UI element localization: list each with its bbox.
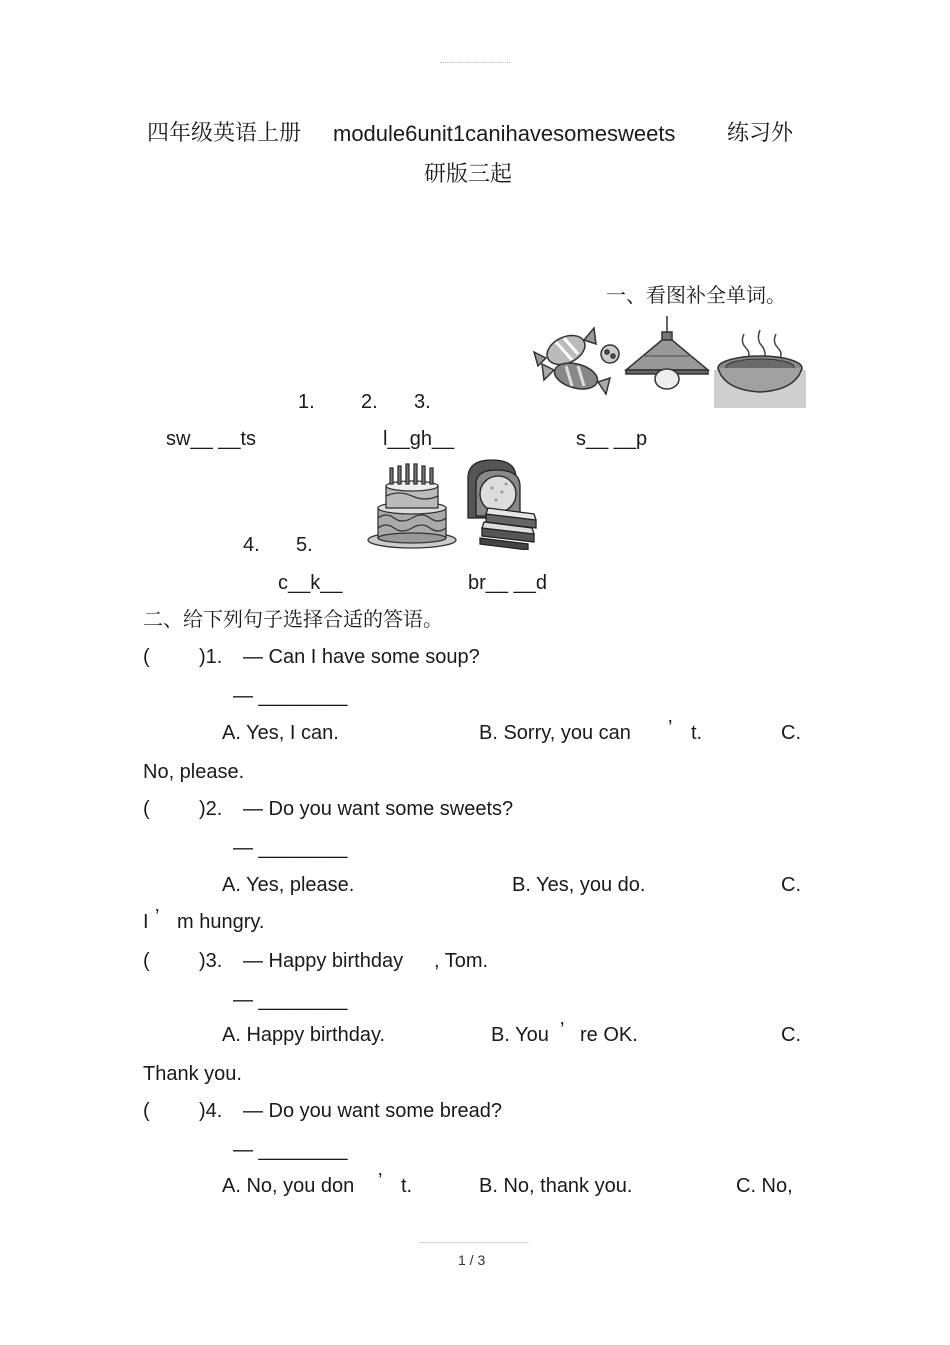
q3-option-c-text: Thank you.	[143, 1063, 242, 1085]
q2-answer-blank: — ________	[233, 837, 348, 859]
word-light: l__gh__	[383, 428, 455, 450]
section1-heading: 一、看图补全单词。	[606, 283, 786, 307]
q3-question-end: , Tom.	[434, 950, 489, 972]
q1-answer-blank: — ________	[233, 685, 348, 707]
q2-option-a: A. Yes, please.	[222, 874, 355, 896]
q1-number: )1.	[199, 646, 223, 668]
q3-option-a: A. Happy birthday.	[222, 1024, 386, 1046]
q4-option-c: C. No,	[736, 1175, 793, 1197]
q1-option-b: B. Sorry, you can	[479, 722, 631, 744]
page-number: 1 / 3	[458, 1252, 486, 1268]
q3-option-b-apostrophe: ’	[560, 1019, 565, 1041]
word-soup: s__ __p	[576, 428, 648, 450]
q3-paren-open: (	[143, 950, 150, 972]
q4-answer-blank: — ________	[233, 1139, 348, 1161]
footer-rule	[420, 1242, 530, 1243]
q1-option-b-end: t.	[691, 722, 703, 744]
q2-question: — Do you want some sweets?	[243, 798, 514, 820]
q2-option-c-text: m hungry.	[177, 911, 265, 933]
bread-icon	[462, 458, 542, 550]
section2-heading: 二、给下列句子选择合适的答语。	[143, 607, 443, 631]
cake-icon	[366, 460, 458, 550]
item-number-3: 3.	[414, 391, 431, 413]
q4-option-a: A. No, you don	[222, 1175, 355, 1197]
q2-paren-open: (	[143, 798, 150, 820]
q3-option-b: B. You	[491, 1024, 549, 1046]
q4-question: — Do you want some bread?	[243, 1100, 503, 1122]
q2-option-c-apostrophe: ’	[155, 906, 160, 928]
lamp-icon	[622, 316, 712, 390]
q1-option-c: C.	[781, 722, 801, 744]
soup-icon	[714, 328, 806, 408]
q2-option-c-i: I	[143, 911, 149, 933]
header-rule	[440, 62, 510, 63]
q4-option-a-apostrophe: ’	[378, 1170, 383, 1192]
q3-question: — Happy birthday	[243, 950, 404, 972]
q1-option-b-apostrophe: ’	[668, 717, 673, 739]
q3-option-c: C.	[781, 1024, 801, 1046]
word-cake: c__k__	[278, 572, 343, 594]
item-number-2: 2.	[361, 391, 378, 413]
q4-number: )4.	[199, 1100, 223, 1122]
q3-number: )3.	[199, 950, 223, 972]
q1-option-c-text: No, please.	[143, 761, 245, 783]
title-part1: 四年级英语上册	[147, 121, 302, 146]
q4-option-a-end: t.	[401, 1175, 413, 1197]
title-part3: 练习外	[727, 121, 794, 146]
q4-option-b: B. No, thank you.	[479, 1175, 633, 1197]
q1-option-a: A. Yes, I can.	[222, 722, 339, 744]
item-number-5: 5.	[296, 534, 313, 556]
q3-answer-blank: — ________	[233, 989, 348, 1011]
q2-option-b: B. Yes, you do.	[512, 874, 646, 896]
item-number-4: 4.	[243, 534, 260, 556]
word-sweets: sw__ __ts	[166, 428, 257, 450]
q1-paren-open: (	[143, 646, 150, 668]
item-number-1: 1.	[298, 391, 315, 413]
q2-number: )2.	[199, 798, 223, 820]
q2-option-c: C.	[781, 874, 801, 896]
q4-paren-open: (	[143, 1100, 150, 1122]
title-line2: 研版三起	[424, 162, 513, 187]
word-bread: br__ __d	[468, 572, 547, 594]
sweets-icon	[532, 322, 628, 400]
title-part2: module6unit1canihavesomesweets	[333, 121, 676, 146]
q1-question: — Can I have some soup?	[243, 646, 480, 668]
q3-option-b-end: re OK.	[580, 1024, 638, 1046]
